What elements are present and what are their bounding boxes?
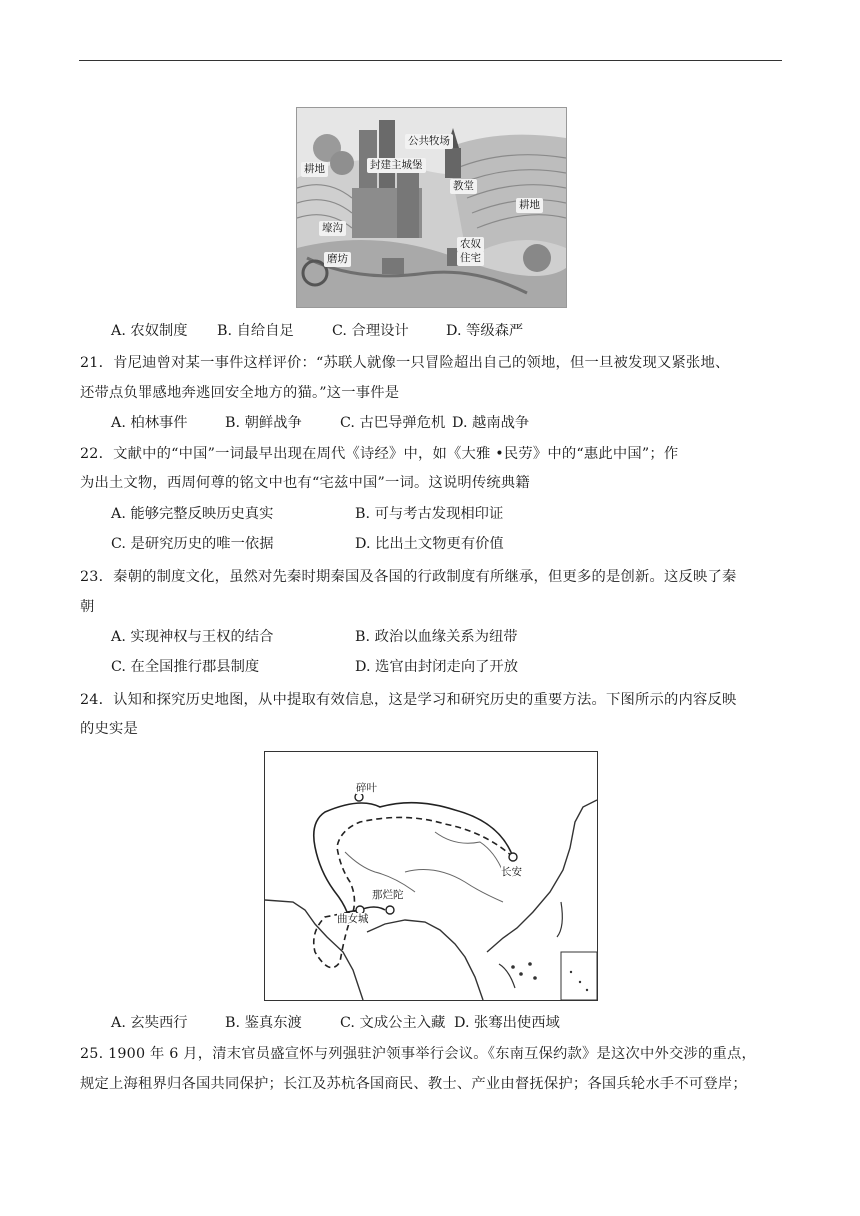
q25-stem-line1: 25. 1900 年 6 月，清末官员盛宣怀与列强驻沪领事举行会议。《东南互保约款》是这次中外交涉的重点， (80, 1046, 757, 1062)
q22-option-c: C. 是研究历史的唯一依据 (111, 536, 274, 552)
q20-option-d: D. 等级森严 (446, 323, 524, 339)
q22-option-d: D. 比出土文物更有价值 (355, 536, 504, 552)
q22-stem-line2: 为出土文物，西周何尊的铭文中也有“宅兹中国”一词。这说明传统典籍 (80, 475, 530, 491)
q23-option-c: C. 在全国推行郡县制度 (111, 659, 260, 675)
label-mill: 磨坊 (324, 252, 351, 267)
q21-option-d: D. 越南战争 (452, 415, 530, 431)
q24-option-a: A. 玄奘西行 (111, 1015, 188, 1031)
q21-option-c: C. 古巴导弹危机 (340, 415, 446, 431)
label-moat: 壕沟 (319, 221, 346, 236)
map-label-changan: 长安 (501, 866, 522, 878)
header-rule (79, 60, 782, 61)
q23-stem-line2: 朝 (80, 599, 95, 615)
label-serf-1: 农奴 (457, 237, 484, 252)
q20-option-b: B. 自给自足 (217, 323, 294, 339)
q21-option-b: B. 朝鲜战争 (225, 415, 302, 431)
q21-stem-line1: 21．肯尼迪曾对某一事件这样评价：“苏联人就像一只冒险超出自己的领地，但一旦被发现又紧张地、 (80, 355, 730, 371)
label-feudal-castle: 封建主城堡 (367, 158, 426, 173)
q23-option-b: B. 政治以血缘关系为纽带 (355, 629, 518, 645)
q23-option-a: A. 实现神权与王权的结合 (111, 629, 274, 645)
q23-option-d: D. 选官由封闭走向了开放 (355, 659, 519, 675)
q22-option-b: B. 可与考古发现相印证 (355, 506, 504, 522)
q20-option-c: C. 合理设计 (332, 323, 409, 339)
label-farmland-right: 耕地 (516, 198, 543, 213)
q25-stem-line2: 规定上海租界归各国共同保护；长江及苏杭各国商民、教士、产业由督抚保护；各国兵轮水手不可登岸； (80, 1076, 747, 1092)
q24-stem-line1: 24．认知和探究历史地图，从中提取有效信息，这是学习和研究历史的重要方法。下图所示的内容反映 (80, 692, 737, 708)
q24-stem-line2: 的史实是 (80, 721, 138, 737)
q20-option-a: A. 农奴制度 (111, 323, 188, 339)
q21-stem-line2: 还带点负罪感地奔逃回安全地方的猫。”这一事件是 (80, 385, 400, 401)
label-common-pasture: 公共牧场 (405, 134, 453, 149)
map-label-suyab: 碎叶 (356, 782, 377, 794)
q22-stem-line1: 22．文献中的“中国”一词最早出现在周代《诗经》中，如《大雅 •民劳》中的“惠此中国”；作 (80, 446, 679, 462)
q21-option-a: A. 柏林事件 (111, 415, 188, 431)
route-map (264, 751, 598, 1001)
city-nalanda-marker (386, 906, 394, 914)
manor-illustration (296, 107, 567, 308)
q24-option-c: C. 文成公主入藏 (340, 1015, 446, 1031)
city-changan-marker (509, 853, 517, 861)
label-serf-2: 住宅 (457, 251, 484, 266)
route-map-drawing (265, 752, 597, 1000)
city-suyab-marker (355, 793, 363, 801)
q23-stem-line1: 23．秦朝的制度文化，虽然对先秦时期秦国及各国的行政制度有所继承，但更多的是创新。这反映了秦 (80, 569, 737, 585)
map-label-nalanda: 那烂陀 (372, 889, 404, 901)
label-farmland-left: 耕地 (301, 162, 328, 177)
label-church: 教堂 (450, 179, 477, 194)
q22-option-a: A. 能够完整反映历史真实 (111, 506, 274, 522)
q24-option-d: D. 张骞出使西域 (454, 1015, 560, 1031)
map-label-kannauj: 曲女城 (337, 913, 369, 925)
q24-option-b: B. 鉴真东渡 (225, 1015, 302, 1031)
